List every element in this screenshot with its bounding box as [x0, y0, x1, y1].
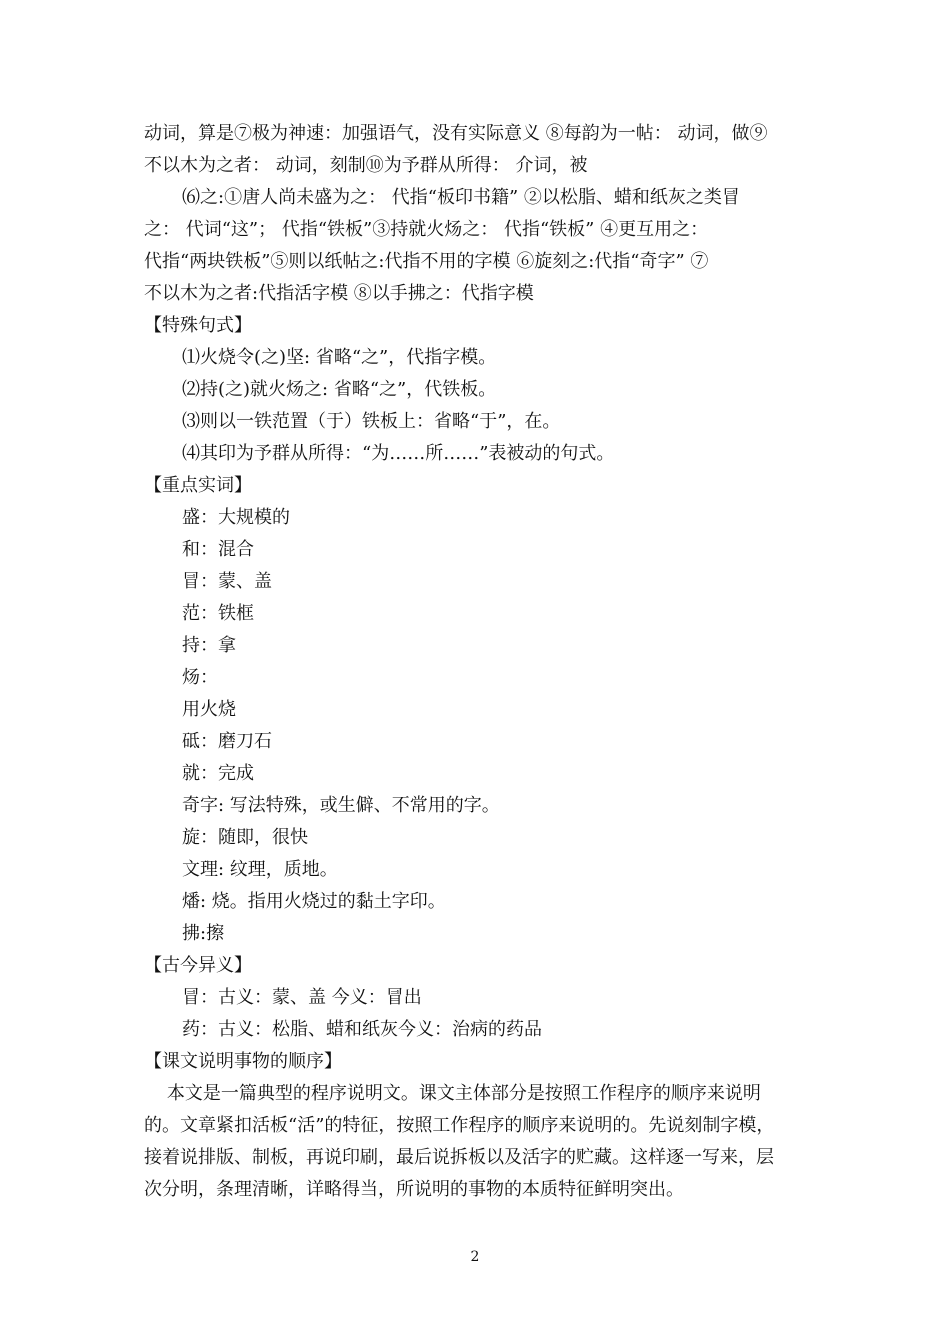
list-item: 拂:擦: [182, 923, 225, 944]
list-item: 持：拿: [182, 635, 236, 656]
list-item: 燔: 烧。指用火烧过的黏土字印。: [182, 891, 446, 912]
paragraph-line: 本文是一篇典型的程序说明文。课文主体部分是按照工作程序的顺序来说明: [144, 1083, 761, 1104]
list-item: 文理: 纹理，质地。: [182, 859, 338, 880]
list-item: 药：古义：松脂、蜡和纸灰今义：治病的药品: [182, 1019, 542, 1040]
list-item: 用火烧: [182, 699, 236, 720]
page-content: [144, 118, 810, 1206]
list-item: ⑶则以一铁范置（于）铁板上：省略“于”，在。: [182, 411, 561, 432]
text-line: 之： 代词“这”； 代指“铁板”③持就火炀之： 代指“铁板” ④更互用之：: [144, 219, 709, 240]
list-item: 旋：随即，很快: [182, 827, 308, 848]
paragraph-line: 接着说排版、制板，再说印刷，最后说拆板以及活字的贮藏。这样逐一写来，层: [144, 1147, 774, 1168]
list-item: 和：混合: [182, 539, 254, 560]
list-item: ⑴火烧令(之)坚: 省略“之”，代指字模。: [182, 347, 497, 368]
list-item: 冒：古义：蒙、盖 今义：冒出: [182, 987, 422, 1008]
text-line: 不以木为之者:代指活字模 ⑧以手拂之：代指字模: [144, 283, 534, 304]
list-item: 奇字: 写法特殊，或生僻、不常用的字。: [182, 795, 500, 816]
paragraph-line: 的。文章紧扣活板“活”的特征，按照工作程序的顺序来说明的。先说刻制字模，: [144, 1115, 775, 1136]
section-title-special-sentences: 【特殊句式】: [144, 315, 252, 336]
section-title-order: 【课文说明事物的顺序】: [144, 1051, 342, 1072]
list-item: 炀：: [182, 667, 218, 688]
text-line: 不以木为之者： 动词，刻制⑩为予群从所得： 介词，被: [144, 155, 588, 176]
text-line: ⑹之:①唐人尚未盛为之： 代指“板印书籍” ②以松脂、蜡和纸灰之类冒: [182, 187, 740, 208]
text-line: 代指“两块铁板”⑤则以纸帖之:代指不用的字模 ⑥旋刻之:代指“奇字” ⑦: [144, 251, 709, 272]
list-item: 盛：大规模的: [182, 507, 290, 528]
list-item: 范：铁框: [182, 603, 254, 624]
list-item: 冒：蒙、盖: [182, 571, 272, 592]
text-line: 动词，算是⑦极为神速：加强语气，没有实际意义 ⑧每韵为一帖： 动词，做⑨: [144, 123, 768, 144]
list-item: 砥：磨刀石: [182, 731, 272, 752]
list-item: 就：完成: [182, 763, 254, 784]
section-title-key-words: 【重点实词】: [144, 475, 252, 496]
page-number: 2: [470, 1249, 480, 1265]
paragraph-line: 次分明，条理清晰，详略得当，所说明的事物的本质特征鲜明突出。: [144, 1179, 684, 1200]
list-item: ⑷其印为予群从所得：“为……所……”表被动的句式。: [182, 443, 615, 464]
section-title-ancient-modern: 【古今异义】: [144, 955, 252, 976]
list-item: ⑵持(之)就火炀之: 省略“之”，代铁板。: [182, 379, 497, 400]
